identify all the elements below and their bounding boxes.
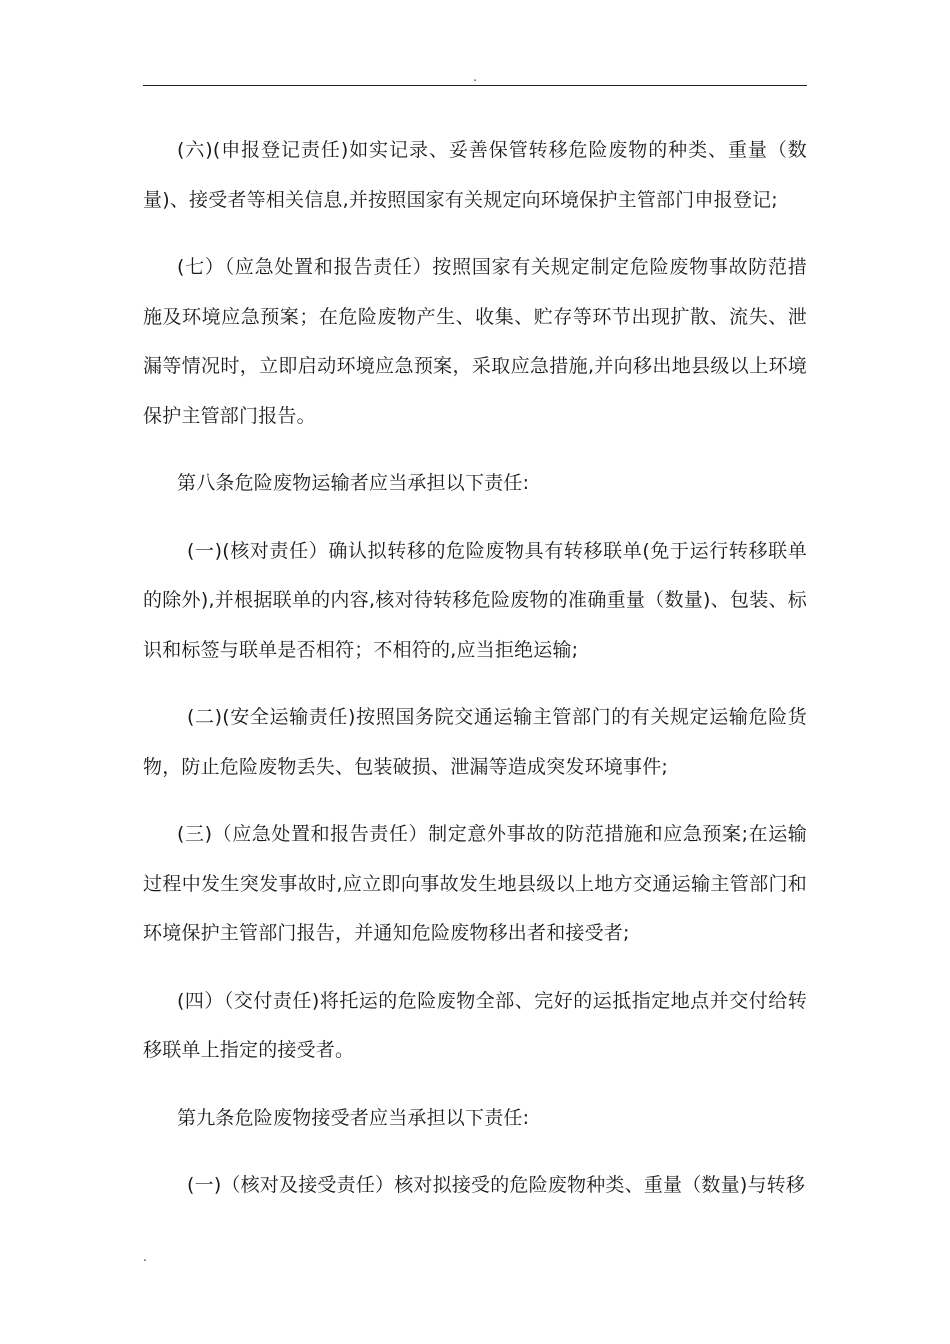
paragraph-transporter-item-1: (一)(核对责任）确认拟转移的危险废物具有转移联单(免于运行转移联单的除外),并根据联单的内容,核对待转移危险废物的准确重量（数量)、包装、标识和标签与联单是否相符；不相符的,应当拒绝运输; bbox=[143, 539, 807, 661]
header-rule bbox=[143, 85, 807, 86]
paragraph-receiver-item-1: (一)（核对及接受责任）核对拟接受的危险废物种类、重量（数量)与转移 bbox=[187, 1174, 806, 1196]
header-mark: . bbox=[473, 70, 477, 84]
paragraph-transporter-item-3: (三)（应急处置和报告责任）制定意外事故的防范措施和应急预案;在运输过程中发生突发事故时,应立即向事故发生地县级以上地方交通运输主管部门和环境保护主管部门报告，并通知危险废物移出者和接受者; bbox=[143, 823, 807, 944]
paragraph-item-6-declaration: (六)(申报登记责任)如实记录、妥善保管转移危险废物的种类、重量（数量)、接受者等相关信息,并按照国家有关规定向环境保护主管部门申报登记; bbox=[143, 139, 807, 211]
paragraph-transporter-item-2: (二)(安全运输责任)按照国务院交通运输主管部门的有关规定运输危险货物，防止危险废物丢失、包装破损、泄漏等造成突发环境事件; bbox=[143, 706, 807, 778]
paragraph-item-7-emergency: (七）（应急处置和报告责任）按照国家有关规定制定危险废物事故防范措施及环境应急预案；在危险废物产生、收集、贮存等环节出现扩散、流失、泄漏等情况时，立即启动环境应急预案，采取应急措施,并向移出地县级以上环境保护主管部门报告。 bbox=[143, 256, 807, 427]
paragraph-transporter-item-4: (四）（交付责任)将托运的危险废物全部、完好的运抵指定地点并交付给转移联单上指定的接受者。 bbox=[143, 989, 807, 1061]
article-9-heading: 第九条危险废物接受者应当承担以下责任: bbox=[177, 1106, 530, 1129]
footer-mark: . bbox=[143, 1250, 147, 1264]
article-8-heading: 第八条危险废物运输者应当承担以下责任: bbox=[177, 472, 530, 494]
document-body bbox=[143, 126, 807, 1229]
